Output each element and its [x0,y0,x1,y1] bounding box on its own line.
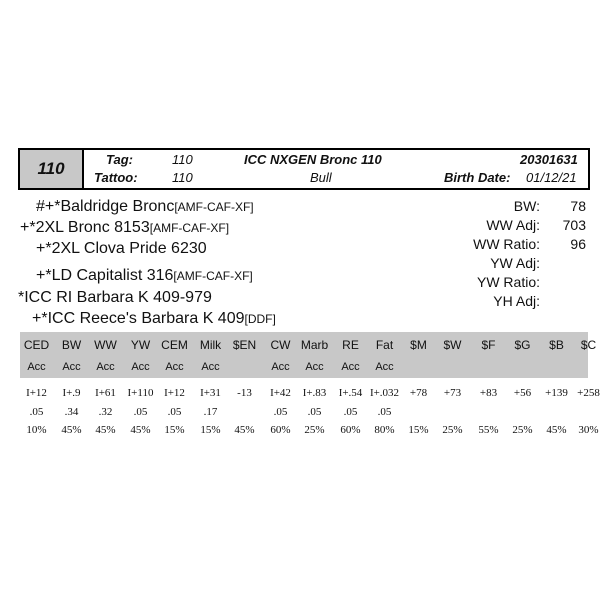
epd-percentile-cell: 55% [478,424,499,436]
epd-percentile-cell: 45% [546,424,567,436]
epd-accuracy-cell: .34 [64,406,79,418]
epd-value-cell: I+110 [127,387,154,399]
epd-value-cell: +139 [545,387,568,399]
epd-value-cell: I+12 [26,387,47,399]
tag-label: Tag: [106,152,133,167]
epd-value-cell: -13 [237,387,252,399]
stat-ww-ratio-value: 96 [570,236,586,252]
epd-accuracy-cell: .05 [343,406,358,418]
stat-bw-value: 78 [570,198,586,214]
epd-value-cell: I+.83 [302,387,327,399]
epd-accuracy-cell: .32 [98,406,113,418]
pedigree-tag: [AMF-CAF-XF] [173,269,253,283]
epd-header-cell: WW [94,338,117,352]
epd-accuracy-cell: .05 [167,406,182,418]
tattoo-value: 110 [172,170,193,185]
epd-header-cell: CW [270,338,291,352]
stat-ww-adj-label: WW Adj: [486,217,540,233]
tag-value: 110 [172,152,193,167]
pedigree-sire-sire [36,198,254,216]
epd-percentile-cell: 60% [270,424,291,436]
epd-header-cell: $B [549,338,564,352]
pedigree-name: +*ICC Reece's Barbara K 409 [32,310,245,327]
epd-percentile-cell: 60% [340,424,361,436]
lot-number: 110 [20,150,84,188]
epd-value-cell: I+.9 [62,387,81,399]
stat-yh-adj-label: YH Adj: [493,293,540,309]
epd-header-cell: CEM [161,338,188,352]
pedigree-tag: [DDF] [244,312,276,326]
pedigree-name: +*2XL Clova Pride 6230 [36,240,207,257]
epd-value-cell: +56 [513,387,532,399]
epd-percentile-cell: 15% [164,424,185,436]
epd-percentile-cell: 80% [374,424,395,436]
birth-date-label: Birth Date: [444,170,511,185]
epd-header-cell: $W [443,338,462,352]
pedigree-name: +*2XL Bronc 8153 [20,219,150,236]
epd-accuracy-cell: .05 [133,406,148,418]
epd-header-cell: BW [61,338,82,352]
pedigree-dam [18,289,212,307]
epd-acc-label-cell: Acc [96,361,115,373]
epd-header-cell: $C [580,338,597,352]
epd-accuracy-cell: .17 [203,406,218,418]
pedigree-name: #+*Baldridge Bronc [36,198,175,215]
epd-value-cell: +78 [409,387,428,399]
epd-value-cell: I+31 [200,387,221,399]
epd-accuracy-cell: .05 [29,406,44,418]
registration-number: 20301631 [520,152,578,167]
epd-value-cell: +73 [443,387,462,399]
pedigree-tag: [AMF-CAF-XF] [149,221,230,235]
epd-value-cell: I+12 [164,387,185,399]
epd-header-cell: Marb [300,338,329,352]
epd-value-cell: +83 [479,387,498,399]
header-box [18,148,590,190]
epd-percentile-cell: 30% [578,424,599,436]
pedigree-name: +*LD Capitalist 316 [36,267,174,284]
epd-accuracy-cell: .05 [307,406,322,418]
epd-accuracy-cell: .05 [377,406,392,418]
epd-percentile-cell: 45% [61,424,82,436]
epd-percentile-cell: 45% [234,424,255,436]
epd-header-cell: CED [23,338,50,352]
pedigree-sire-dam [36,240,207,258]
epd-acc-label-cell: Acc [271,361,290,373]
epd-percentile-cell: 25% [442,424,463,436]
epd-acc-label-cell: Acc [375,361,394,373]
epd-value-cell: I+61 [95,387,116,399]
animal-sex: Bull [310,170,332,185]
epd-acc-label-cell: Acc [341,361,360,373]
epd-header-cell: $F [481,338,496,352]
pedigree-dam-dam [32,310,276,328]
epd-value-cell: I+.54 [338,387,363,399]
epd-value-cell: +258 [577,387,600,399]
stat-yw-ratio-label: YW Ratio: [476,274,540,290]
epd-percentile-cell: 15% [408,424,429,436]
stat-ww-ratio-label: WW Ratio: [473,236,540,252]
epd-percentile-cell: 15% [200,424,221,436]
epd-header-cell: RE [342,338,359,352]
epd-percentile-cell: 10% [26,424,47,436]
animal-name: ICC NXGEN Bronc 110 [244,152,382,167]
pedigree-tag: [AMF-CAF-XF] [174,200,254,214]
epd-value-cell: I+.032 [369,387,400,399]
epd-header-cell: $M [410,338,427,352]
lot-card [18,148,600,448]
stat-bw-label: BW: [513,198,540,214]
epd-header-cell: $G [514,338,531,352]
epd-percentile-cell: 45% [130,424,151,436]
epd-acc-label-cell: Acc [201,361,220,373]
birth-date-value: 01/12/21 [526,170,577,185]
epd-acc-label-cell: Acc [27,361,46,373]
epd-accuracy-cell: .05 [273,406,288,418]
epd-percentile-cell: 25% [512,424,533,436]
epd-value-cell: I+42 [270,387,291,399]
epd-acc-label-cell: Acc [62,361,81,373]
epd-percentile-cell: 45% [95,424,116,436]
stat-yw-adj-label: YW Adj: [490,255,540,271]
pedigree-dam-sire [36,267,253,285]
epd-percentile-cell: 25% [304,424,325,436]
epd-header-cell: $EN [232,338,257,352]
epd-acc-label-cell: Acc [305,361,324,373]
epd-header-cell: YW [130,338,151,352]
epd-header-cell: Fat [375,338,394,352]
pedigree-name: *ICC RI Barbara K 409-979 [18,289,212,306]
stat-ww-adj-value: 703 [562,217,586,233]
epd-header-cell: Milk [199,338,222,352]
tattoo-label: Tattoo: [94,170,138,185]
epd-acc-label-cell: Acc [165,361,184,373]
pedigree-sire [20,219,229,237]
epd-acc-label-cell: Acc [131,361,150,373]
